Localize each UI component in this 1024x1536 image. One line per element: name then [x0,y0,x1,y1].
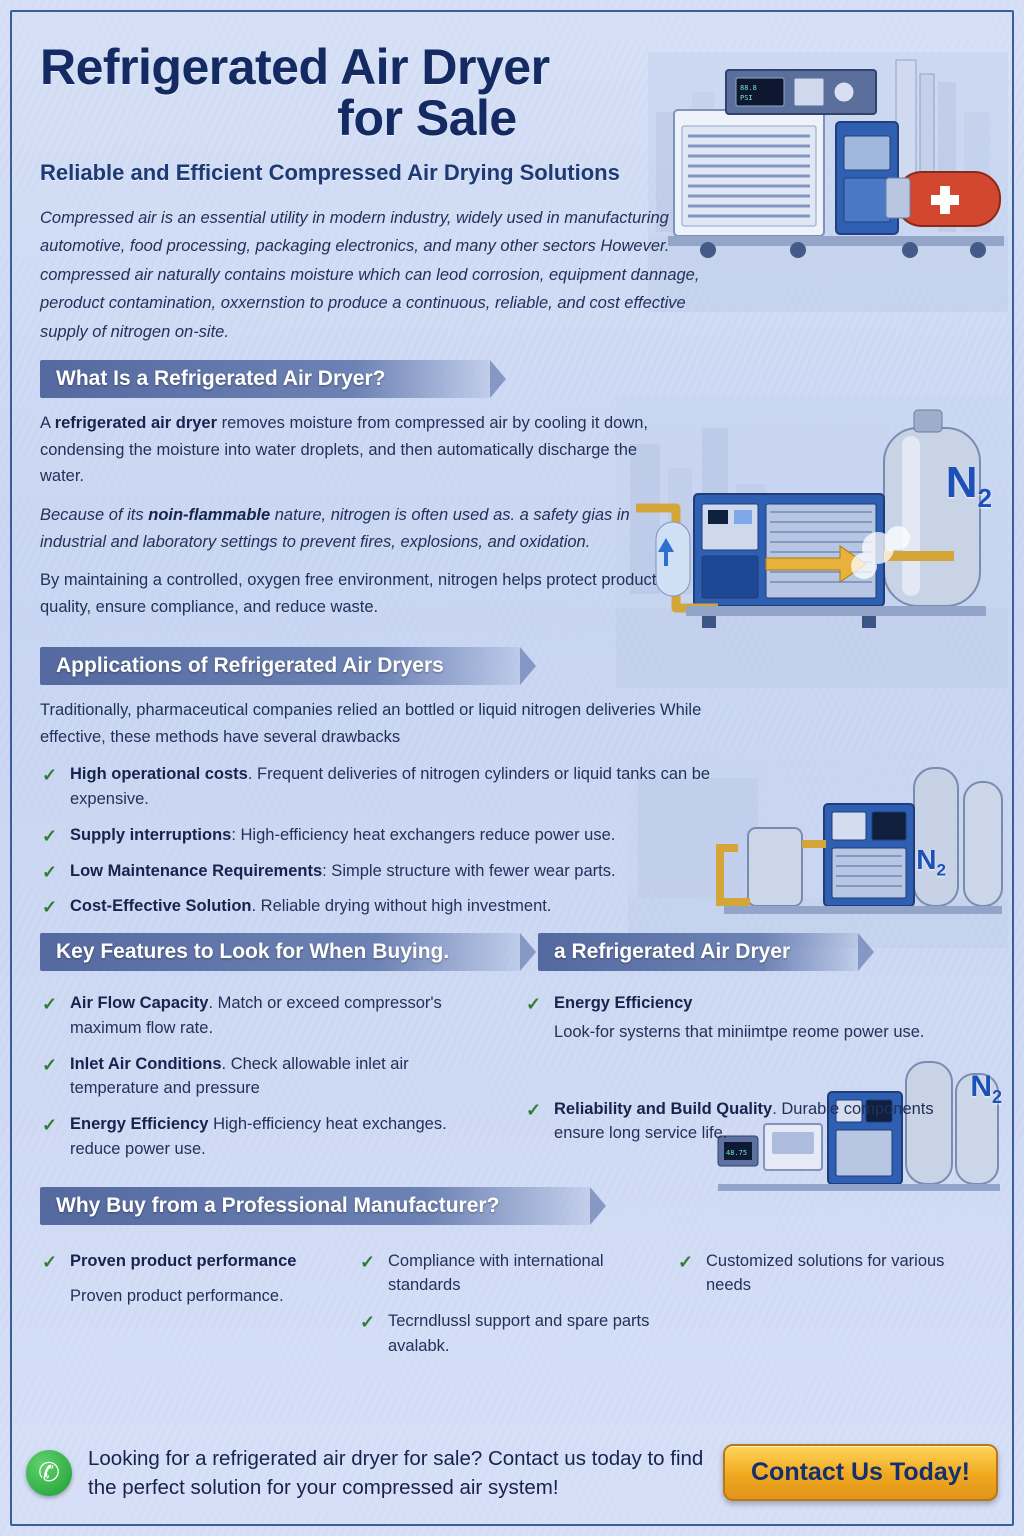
check-icon: ✓ [526,994,542,1015]
list-item-text: . Frequent deliveries of nitrogen cylinders or liquid tanks can be expensive. [70,765,711,809]
list-item-bold: Supply interruptions [70,825,232,844]
cta-text: Looking for a refrigerated air dryer for sale? Contact us today to find the perfect solution for your compressed air system! [88,1446,704,1499]
whatsapp-icon[interactable]: ✆ [26,1450,72,1496]
list-item-text: . Match or exceed compressor's maximum flow rate. [70,994,442,1037]
why-buy-list-3 [676,1249,984,1299]
page-subtitle: Reliable and Efficient Compressed Air Drying Solutions [40,160,620,185]
why-buy-list-2 [358,1249,666,1359]
list-item-text: High-efficiency heat exchanges. reduce power use. [70,1115,447,1158]
contact-us-button[interactable]: Contact Us Today! [723,1444,998,1501]
list-item [358,1249,666,1299]
list-item [358,1309,666,1359]
list-item-text: Proven product performance. [70,1287,284,1306]
why-buy-column-3 [676,1239,984,1370]
title-line-2: for Sale [337,90,517,146]
list-item-bold: Air Flow Capacity [70,994,209,1013]
why-buy-column-2 [358,1239,666,1370]
intro-paragraph: Compressed air is an essential utility in modern industry, widely used in manufacturing automotive, food processing, packaging electronics, and many other sectors However. compressed air naturally contains moisture which can leod corrosion, equipment dannage, peroduct contamination, oxxernstion to produce a continuous, reliable, and cost effective supply of nitrogen on-site. [40,209,700,341]
what-is-p2-bold: noin-flammable [148,506,271,525]
svg-text:48.75: 48.75 [726,1149,748,1157]
what-is-p1-bold: refrigerated air dryer [54,413,218,432]
section-heading-key-features-row [40,933,984,971]
check-icon: ✓ [678,1251,694,1272]
list-item [40,823,720,848]
list-item-text: Customized solutions for various needs [706,1251,945,1295]
list-item [40,894,720,919]
what-is-paragraph-1 [40,410,660,490]
list-item-text: : Simple structure with fewer wear parts. [322,861,616,880]
what-is-paragraph-3: By maintaining a controlled, oxygen free environment, nitrogen helps protect product quality, ensure compliance, and reduce waste. [40,571,657,617]
n2-label-apps: $N_2$ [916,844,946,880]
what-is-p2-pre: Because of its [40,506,149,525]
what-is-p2-post: nature, nitrogen is often used as. a safety gias in industrial and laboratory settings to prevent fires, explosions, and oxidation. [40,506,630,551]
section-applications-body [40,697,720,919]
check-icon: ✓ [42,1251,58,1272]
why-buy-list-1 [40,1249,348,1310]
list-item-text: : High-efficiency heat exchangers reduce power use. [231,825,616,844]
section-heading-why-buy: Why Buy from a Professional Manufacturer? [40,1187,590,1225]
list-item-bold: Reliability and Build Quality [554,1099,773,1118]
check-icon: ✓ [526,1099,542,1120]
list-item [40,1052,498,1102]
key-features-columns [40,981,984,1173]
check-icon: ✓ [42,825,58,846]
check-icon: ✓ [42,994,58,1015]
check-icon: ✓ [360,1312,376,1333]
list-item-text: Look-for systerns that miniimtpe reome power use. [554,1022,925,1041]
key-features-left-list [40,991,498,1162]
section-heading-what-is: What Is a Refrigerated Air Dryer? [40,360,490,398]
page-title [40,39,984,146]
list-item-bold: Inlet Air Conditions [70,1054,222,1073]
list-item [40,859,720,884]
list-item-bold: Energy Efficiency [554,994,693,1013]
check-icon: ✓ [42,861,58,882]
list-item-text: . Check allowable inlet air temperature and pressure [70,1054,409,1098]
why-buy-column-1 [40,1239,348,1370]
section-heading-applications: Applications of Refrigerated Air Dryers [40,647,520,685]
why-buy-columns [40,1239,984,1370]
list-item [524,1097,984,1147]
applications-lead: Traditionally, pharmaceutical companies relied an bottled or liquid nitrogen deliveries While effective, these methods have several drawbacks [40,700,702,746]
key-features-right-list [524,991,984,1146]
check-icon: ✓ [42,897,58,918]
cta-bar [26,1444,998,1502]
list-item-bold: Cost-Effective Solution [70,897,252,916]
what-is-p1-pre: A [40,413,55,432]
section-heading-key-features-left: Key Features to Look for When Buying. [40,933,520,971]
key-features-left-column [40,981,498,1173]
svg-text:PSI: PSI [740,94,753,102]
list-item-text: . Durable components ensure long service life. [554,1099,934,1143]
list-item-bold: Low Maintenance Requirements [70,861,323,880]
list-item [676,1249,984,1299]
list-item [40,1112,498,1162]
section-what-is-body [40,410,660,621]
check-icon: ✓ [42,765,58,786]
list-item-bold: High operational costs [70,765,248,784]
list-item-text: Tecrndlussl support and spare parts avalabk. [388,1312,650,1355]
title-line-1: Refrigerated Air Dryer [40,39,550,95]
n2-label: $N_2$ [945,458,992,513]
check-icon: ✓ [42,1054,58,1075]
list-item [40,1249,348,1274]
n2-label-features: $N_2$ [970,1070,1002,1107]
check-icon: ✓ [360,1251,376,1272]
check-icon: ✓ [42,1115,58,1136]
section-heading-key-features-right: a Refrigerated Air Dryer [538,933,858,971]
svg-text:88.8: 88.8 [740,84,757,92]
list-item-bold: Proven product performance [70,1251,297,1270]
list-item [40,762,720,812]
applications-list [40,762,720,919]
list-item [40,991,498,1041]
list-item-bold: Energy Efficiency [70,1115,209,1134]
key-features-right-column [524,981,984,1173]
list-item-text: . Reliable drying without high investment. [251,897,552,916]
what-is-p1-post: removes moisture from compressed air by cooling it down, condensing the moisture into water droplets, and then automatically discharge the water. [40,413,649,486]
list-item [40,1284,348,1309]
list-item-text: Compliance with international standards [388,1251,604,1295]
list-item [524,991,984,1045]
what-is-paragraph-2 [40,502,660,555]
